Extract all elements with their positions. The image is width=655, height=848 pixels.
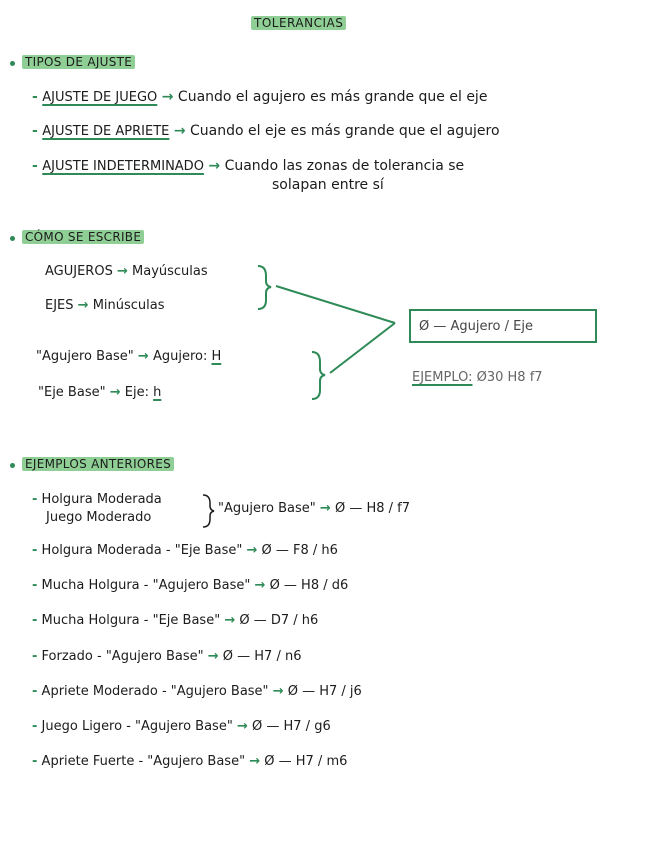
list-item: - Juego Ligero - "Agujero Base" → Ø — H7 / g6	[32, 719, 331, 734]
ejes-row: EJES → Minúsculas	[45, 298, 165, 313]
agujeros-row: AGUJEROS → Mayúsculas	[45, 264, 208, 279]
connector-bottom	[330, 323, 395, 373]
list-item: - Apriete Moderado - "Agujero Base" → Ø — H7 / j6	[32, 684, 362, 699]
eje-base-row: "Eje Base" → Eje: h	[38, 385, 162, 400]
section-bullet	[10, 463, 15, 468]
brace-bottom	[312, 352, 325, 399]
list-item-continuation: solapan entre sí	[272, 177, 384, 193]
list-item: - AJUSTE DE JUEGO → Cuando el agujero es más grande que el eje	[32, 89, 488, 105]
list-item: - Apriete Fuerte - "Agujero Base" → Ø — H7 / m6	[32, 754, 348, 769]
list-item: - Forzado - "Agujero Base" → Ø — H7 / n6	[32, 649, 302, 664]
list-item: - Mucha Holgura - "Eje Base" → Ø — D7 / h6	[32, 613, 319, 628]
page-title: TOLERANCIAS	[251, 16, 346, 30]
list-item-continuation: Juego Moderado	[46, 510, 152, 525]
list-item: - AJUSTE INDETERMINADO → Cuando las zonas de tolerancia se	[32, 158, 465, 174]
brace-ejemplos	[203, 495, 214, 527]
list-item: - Holgura Moderada	[32, 492, 162, 507]
connector-top	[276, 286, 395, 323]
section-heading-tipos: TIPOS DE AJUSTE	[22, 55, 135, 69]
section-heading-ejemplos: EJEMPLOS ANTERIORES	[22, 457, 174, 471]
section-heading-como: CÓMO SE ESCRIBE	[22, 230, 144, 244]
list-item: - Mucha Holgura - "Agujero Base" → Ø — H8 / d6	[32, 578, 349, 593]
list-item-tail: "Agujero Base" → Ø — H8 / f7	[218, 501, 410, 516]
list-item: - AJUSTE DE APRIETE → Cuando el eje es más grande que el agujero	[32, 123, 500, 139]
agujero-base-row: "Agujero Base" → Agujero: H	[36, 349, 222, 364]
list-item: - Holgura Moderada - "Eje Base" → Ø — F8 / h6	[32, 543, 338, 558]
example-line: EJEMPLO: Ø30 H8 f7	[412, 370, 543, 385]
notation-box: Ø — Agujero / Eje	[409, 309, 597, 343]
brace-top	[258, 266, 271, 309]
